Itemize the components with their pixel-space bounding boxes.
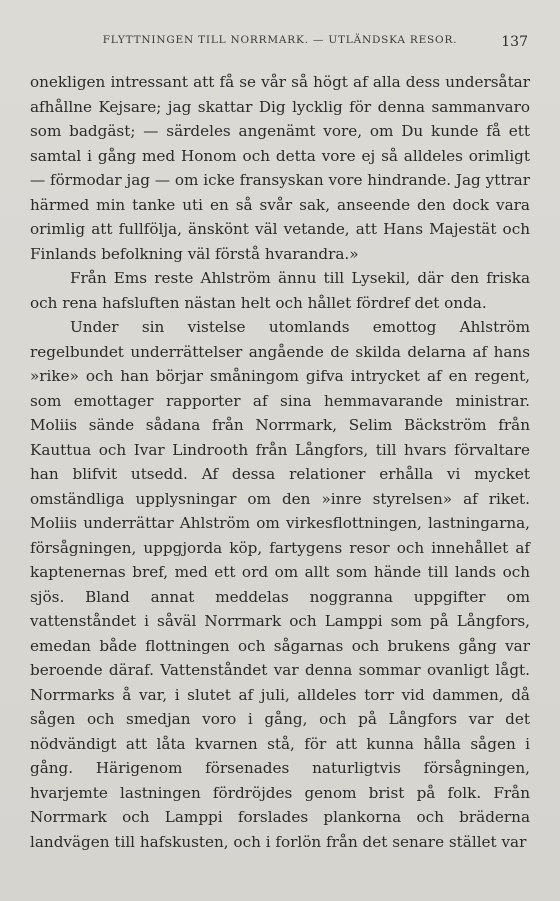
running-head: FLYTTNINGEN TILL NORRMARK. — UTLÄNDSKA RESOR. [102, 34, 458, 46]
paragraph-quote-continuation: onekligen intressant att få se vår så högt af alla dess undersåtar afhållne Kejsare; jag skattar Dig lycklig för denna sammanvaro som badgäst; — särdeles angenämt vore, om Du kunde få ett samtal i gång med Honom och detta vore ej så alldeles orimligt — förmodar jag — om icke fransyskan vore hindrande. Jag yttrar härmed min tanke uti en så svår sak, anseende den dock vara orimlig att fullfölja, änskönt väl vetande, att Hans Majestät och Finlands befolkning väl förstå hvarandra.» [30, 73, 530, 263]
paragraph-ems-lysekil: Från Ems reste Ahlström ännu till Lysekil, där den friska och rena hafsluften nästan helt och hållet fördref det onda. [30, 269, 530, 312]
page-header [30, 34, 530, 56]
page-number: 137 [501, 34, 528, 50]
paragraph-reports: Under sin vistelse utomlands emottog Ahlström regelbundet underrättelser angående de skilda delarna af hans »rike» och han börjar småningom gifva intrycket af en regent, som emottager rapporter af sina hemmavarande ministrar. Moliis sände sådana från Norrmark, Selim Bäckström från Kauttua och Ivar Lindrooth från Långfors, till hvars förvaltare han blifvit utsedd. Af dessa relationer erhålla vi mycket omständliga upplysningar om den »inre styrelsen» af riket. Moliis underrättar Ahlström om virkesflottningen, lastningarna, försågningen, uppgjorda köp, fartygens resor och innehållet af kaptenernas bref, med ett ord om allt som hände till lands och sjös. Bland annat meddelas noggranna uppgifter om vattenståndet i såväl Norrmark och Lamppi som på Långfors, emedan både flottningen och sågarnas och brukens gång var beroende däraf. Vattenståndet var denna sommar ovanligt lågt. Norrmarks å var, i slutet af juli, alldeles torr vid dammen, då sågen och smedjan voro i gång, och på Långfors var det nödvändigt att låta kvarnen stå, för att kunna hålla sågen i gång. Härigenom försenades naturligtvis försågningen, hvarjemte lastningen fördröjdes genom brist på folk. Från Norrmark och Lamppi forslades plankorna och bräderna landvägen till hafskusten, och i forlön från det senare stället var [30, 318, 530, 851]
body-text [30, 70, 530, 854]
